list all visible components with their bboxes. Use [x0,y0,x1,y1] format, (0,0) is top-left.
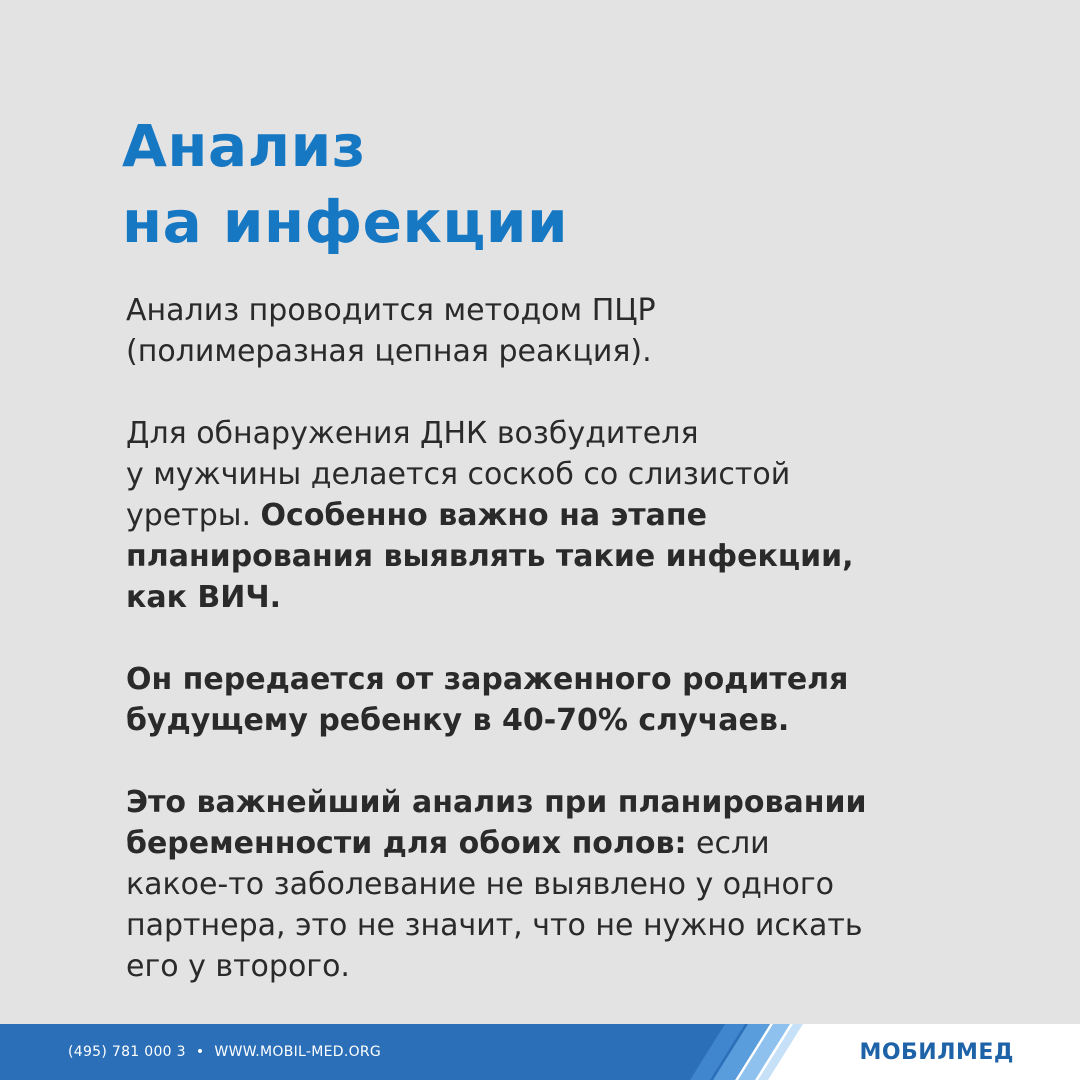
p4-line-2-bold: беременности для обоих полов: [126,826,687,861]
phone-number[interactable]: (495) 781 000 3 [68,1044,186,1060]
p4-line-5: его у второго. [126,949,350,984]
footer-bar [0,1024,1080,1080]
body-text [126,290,966,1028]
p2-line-3 [126,495,966,536]
p2-line-2: у мужчины делается соскоб со слизистой [126,457,791,492]
p3-line-2: будущему ребенку в 40-70% случаев. [126,703,790,738]
p2-line-4: планирования выявлять такие инфекции, [126,539,854,574]
title-line-2: на инфекции [122,188,569,256]
p2-line-5: как ВИЧ. [126,580,282,615]
paragraph-importance [126,782,966,987]
title-line-1: Анализ [122,112,366,180]
p1-line-1: Анализ проводится методом ПЦР [126,293,656,328]
paragraph-procedure [126,413,966,618]
brand-logo: МОБИЛМЕД [859,1039,1014,1065]
p4-line-1: Это важнейший анализ при планировании [126,785,867,820]
paragraph-transmission [126,659,966,741]
p2-line-1: Для обнаружения ДНК возбудителя [126,416,699,451]
page-title [122,108,568,260]
p4-line-3: какое-то заболевание не выявлено у одного [126,867,834,902]
p2-line-3-bold: Особенно важно на этапе [260,498,708,533]
website-link[interactable]: WWW.MOBIL-MED.ORG [214,1044,382,1060]
separator-dot: • [195,1044,205,1060]
p2-line-3-regular: уретры. [126,498,261,533]
p4-line-4: партнера, это не значит, что не нужно искать [126,908,863,943]
p4-line-2-regular: если [686,826,770,861]
paragraph-method [126,290,966,372]
p1-line-2: (полимеразная цепная реакция). [126,334,652,369]
footer-contacts [68,1024,381,1080]
p4-line-2 [126,823,966,864]
p3-line-1: Он передается от зараженного родителя [126,662,849,697]
